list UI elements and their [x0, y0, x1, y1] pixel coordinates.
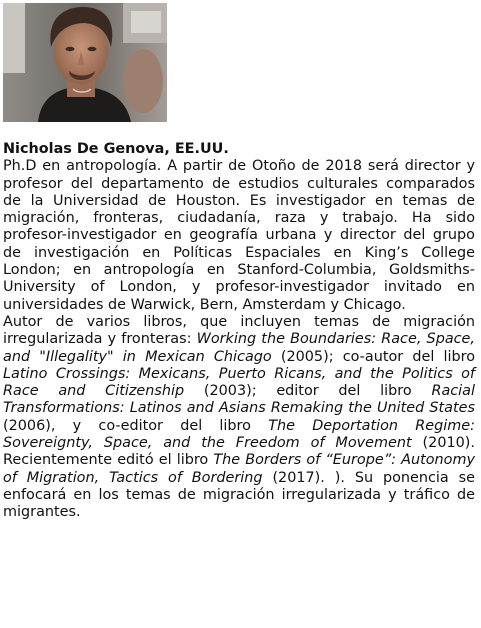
book-title: Latino Crossings: Mexicans, Puerto Ricans, and the Politics of Race and Citizenship [3, 365, 475, 400]
bio-text: (2017). ). Su ponencia se enfocará en los temas de migración irregularizada y tráfico de migrantes. [3, 469, 475, 521]
portrait-image [3, 3, 167, 122]
book-title: Working the Boundaries: Race, Space, and "Illegality" in Mexican Chicago [3, 331, 475, 365]
profile-photo [3, 3, 167, 122]
bio-text: (2005); co-autor del libro [271, 348, 475, 365]
bio-section [3, 141, 475, 522]
bio-text: (2010). Recientemente editó el libro [3, 435, 475, 469]
book-title: The Borders of “Europe”: Autonomy of Migration, Tactics of Bordering [3, 452, 475, 486]
bio-text: (2006), y co-editor del libro [3, 417, 269, 434]
bio-paragraph-1: Ph.D en antropología. A partir de Otoño de 2018 será director y profesor del departamento de estudios culturales comparados de la Universidad de Houston. Es investigador en temas de migración, fronteras, ciudadanía, raza y trabajo. Ha sido profesor-investigador en geografía urbana y director del grupo de investigación en Políticas Espaciales en King’s College London; en antropología en Stanford-Columbia, Goldsmiths-University of London, y profesor-investigador invitado en universidades de Warwick, Bern, Amsterdam y Chicago. [3, 158, 475, 313]
person-name: Nicholas De Genova, EE.UU. [3, 141, 229, 157]
book-title: The Deportation Regime: Sovereignty, Space, and the Freedom of Movement [3, 417, 475, 452]
bio-text: Autor de varios libros, que incluyen temas de migración irregularizada y fronteras: [3, 313, 475, 348]
bio-paragraph-2 [3, 314, 475, 522]
bio-text: (2003); editor del libro [184, 383, 432, 400]
book-title: Racial Transformations: Latinos and Asians Remaking the United States [3, 383, 475, 417]
